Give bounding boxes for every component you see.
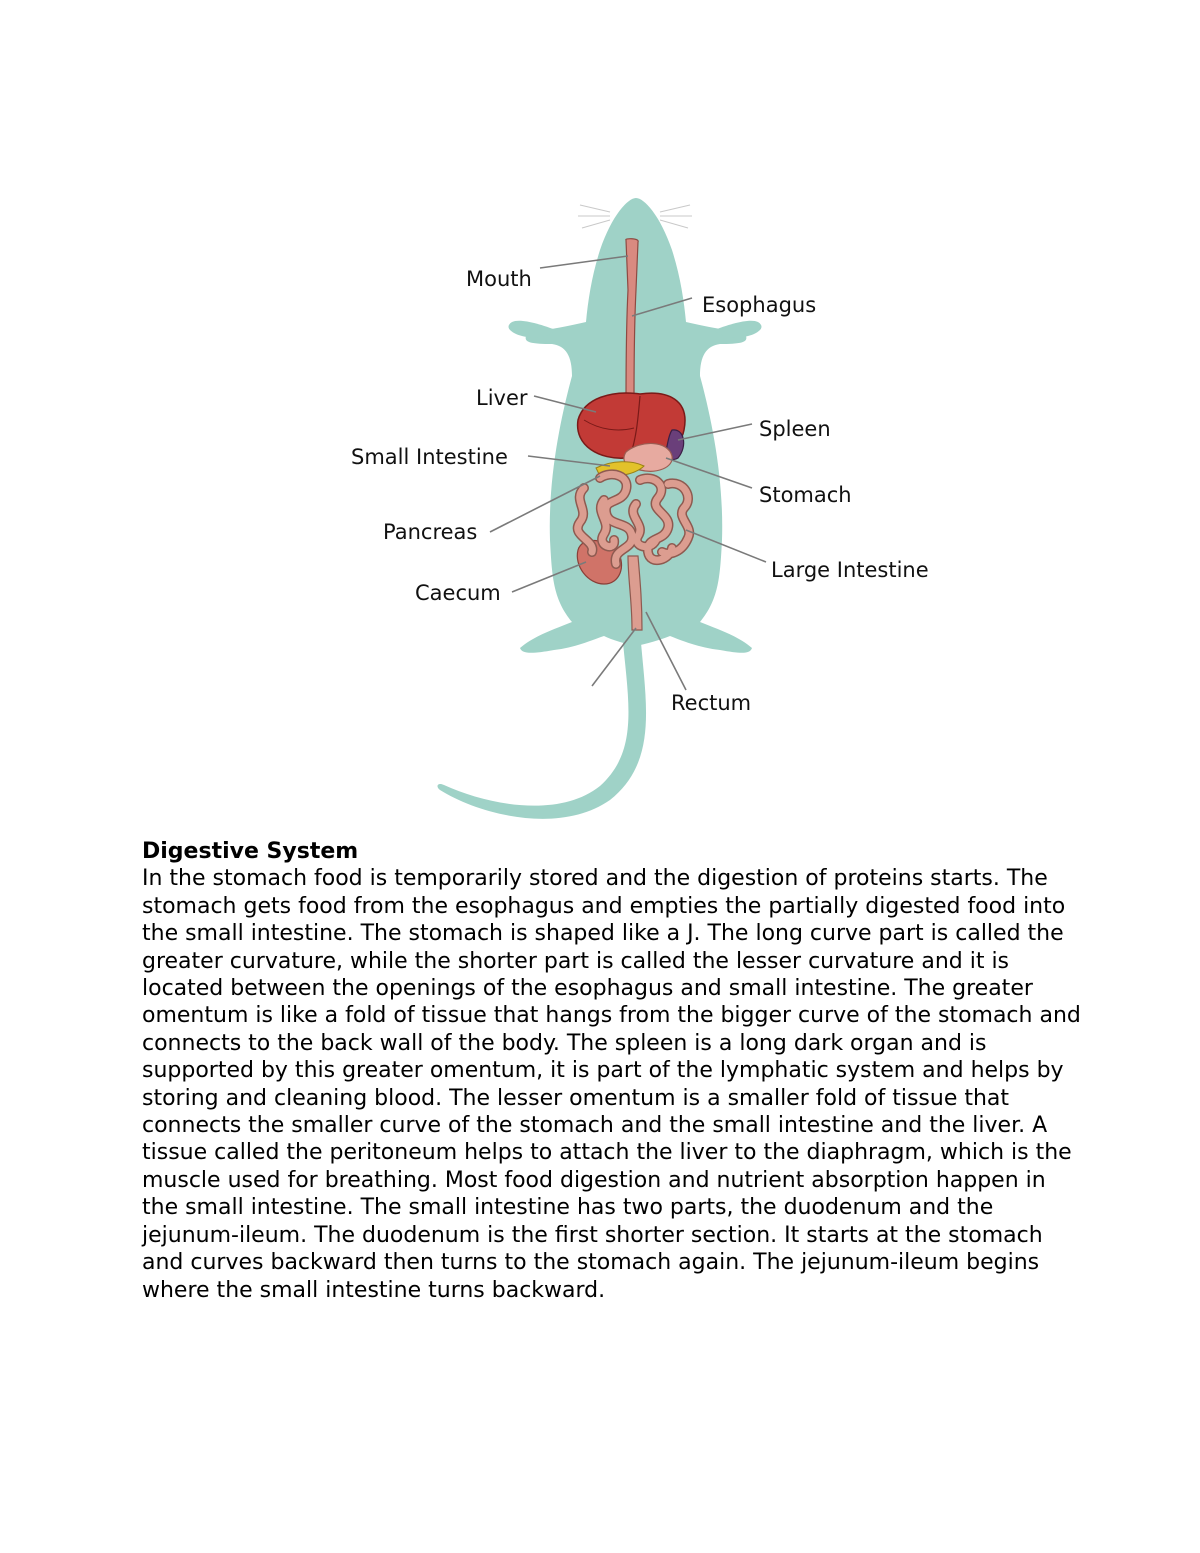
label-spleen: Spleen xyxy=(759,417,831,441)
document-text xyxy=(142,838,1082,1304)
label-mouth: Mouth xyxy=(466,267,532,291)
section-title: Digestive System xyxy=(142,839,359,864)
label-large-intestine: Large Intestine xyxy=(771,558,929,582)
label-rectum: Rectum xyxy=(671,691,752,715)
label-esophagus: Esophagus xyxy=(702,293,817,317)
label-stomach: Stomach xyxy=(759,483,852,507)
section-body: In the stomach food is temporarily stored and the digestion of proteins starts. The stomach gets food from the esophagus and empties the partially digested food into the small intestine. The stomach is shaped like a J. The long curve part is called the greater curvature, while the shorter part is called the lesser curvature and it is located between the openings of the esophagus and small intestine. The greater omentum is like a fold of tissue that hangs from the bigger curve of the stomach and connects to the back wall of the body. The spleen is a long dark organ and is supported by this greater omentum, it is part of the lymphatic system and helps by storing and cleaning blood. The lesser omentum is a smaller fold of tissue that connects the smaller curve of the stomach and the small intestine and the liver. A tissue called the peritoneum helps to attach the liver to the diaphragm, which is the muscle used for breathing. Most food digestion and nutrient absorption happen in the small intestine. The small intestine has two parts, the duodenum and the jejunum-ileum. The duodenum is the first shorter section. It starts at the stomach and curves backward then turns to the stomach again. The jejunum-ileum begins where the small intestine turns backward. xyxy=(142,866,1081,1303)
label-caecum: Caecum xyxy=(415,581,501,605)
label-small-intestine: Small Intestine xyxy=(351,445,508,469)
label-pancreas: Pancreas xyxy=(383,520,478,544)
label-liver: Liver xyxy=(476,386,528,410)
